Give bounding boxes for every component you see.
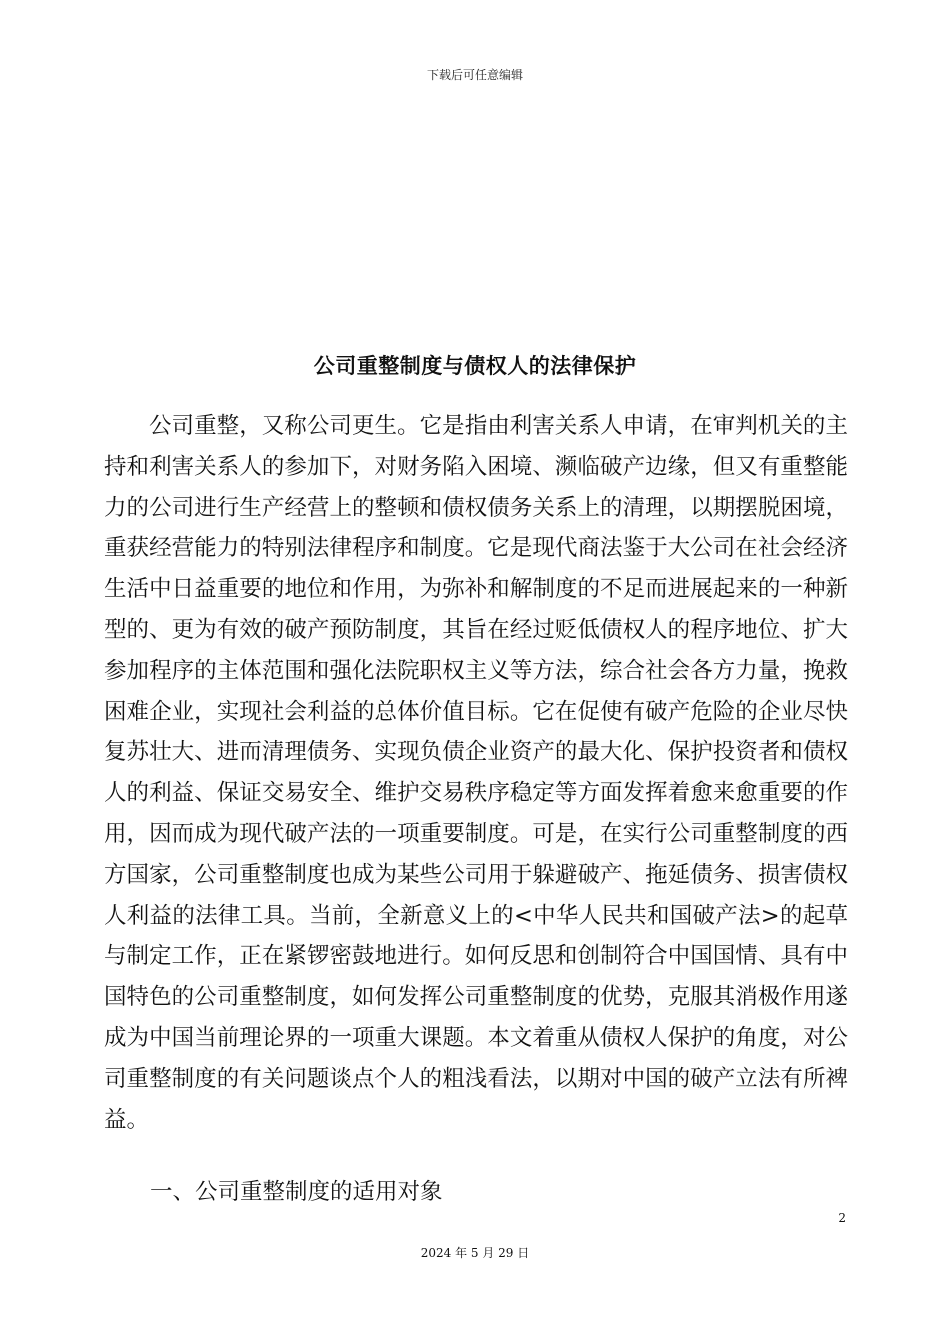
page-header: 下载后可任意编辑 xyxy=(426,68,523,82)
document-title: 公司重整制度与债权人的法律保护 xyxy=(313,354,637,378)
body-paragraph: 公司重整，又称公司更生。它是指由利害关系人申请，在审判机关的主持和利害关系人的参加下，对财务陷入困境、濒临破产边缘，但又有重整能力的公司进行生产经营上的整顿和债权债务关系上的清理，以期摆脱困境，重获经营能力的特别法律程序和制度。它是现代商法鉴于大公司在社会经济生活中日益重要的地位和作用，为弥补和解制度的不足而进展起来的一种新型的、更为有效的破产预防制度，其旨在经过贬低债权人的程序地位、扩大参加程序的主体范围和强化法院职权主义等方法，综合社会各方力量，挽救困难企业，实现社会利益的总体价值目标。它在促使有破产危险的企业尽快复苏壮大、进而清理债务、实现负债企业资产的最大化、保护投资者和债权人的利益、保证交易安全、维护交易秩序稳定等方面发挥着愈来愈重要的作用，因而成为现代破产法的一项重要制度。可是，在实行公司重整制度的西方国家，公司重整制度也成为某些公司用于躲避破产、拖延债务、损害债权人利益的法律工具。当前，全新意义上的<中华人民共和国破产法>的起草与制定工作，正在紧锣密鼓地进行。如何反思和创制符合中国国情、具有中国特色的公司重整制度，如何发挥公司重整制度的优势，克服其消极作用遂成为中国当前理论界的一项重大课题。本文着重从债权人保护的角度，对公司重整制度的有关问题谈点个人的粗浅看法，以期对中国的破产立法有所裨益。 xyxy=(104,413,848,1133)
page-footer-date: 2024 年 5 月 29 日 xyxy=(420,1246,530,1260)
section-heading: 一、公司重整制度的适用对象 xyxy=(150,1179,443,1205)
page-number: 2 xyxy=(838,1211,846,1225)
